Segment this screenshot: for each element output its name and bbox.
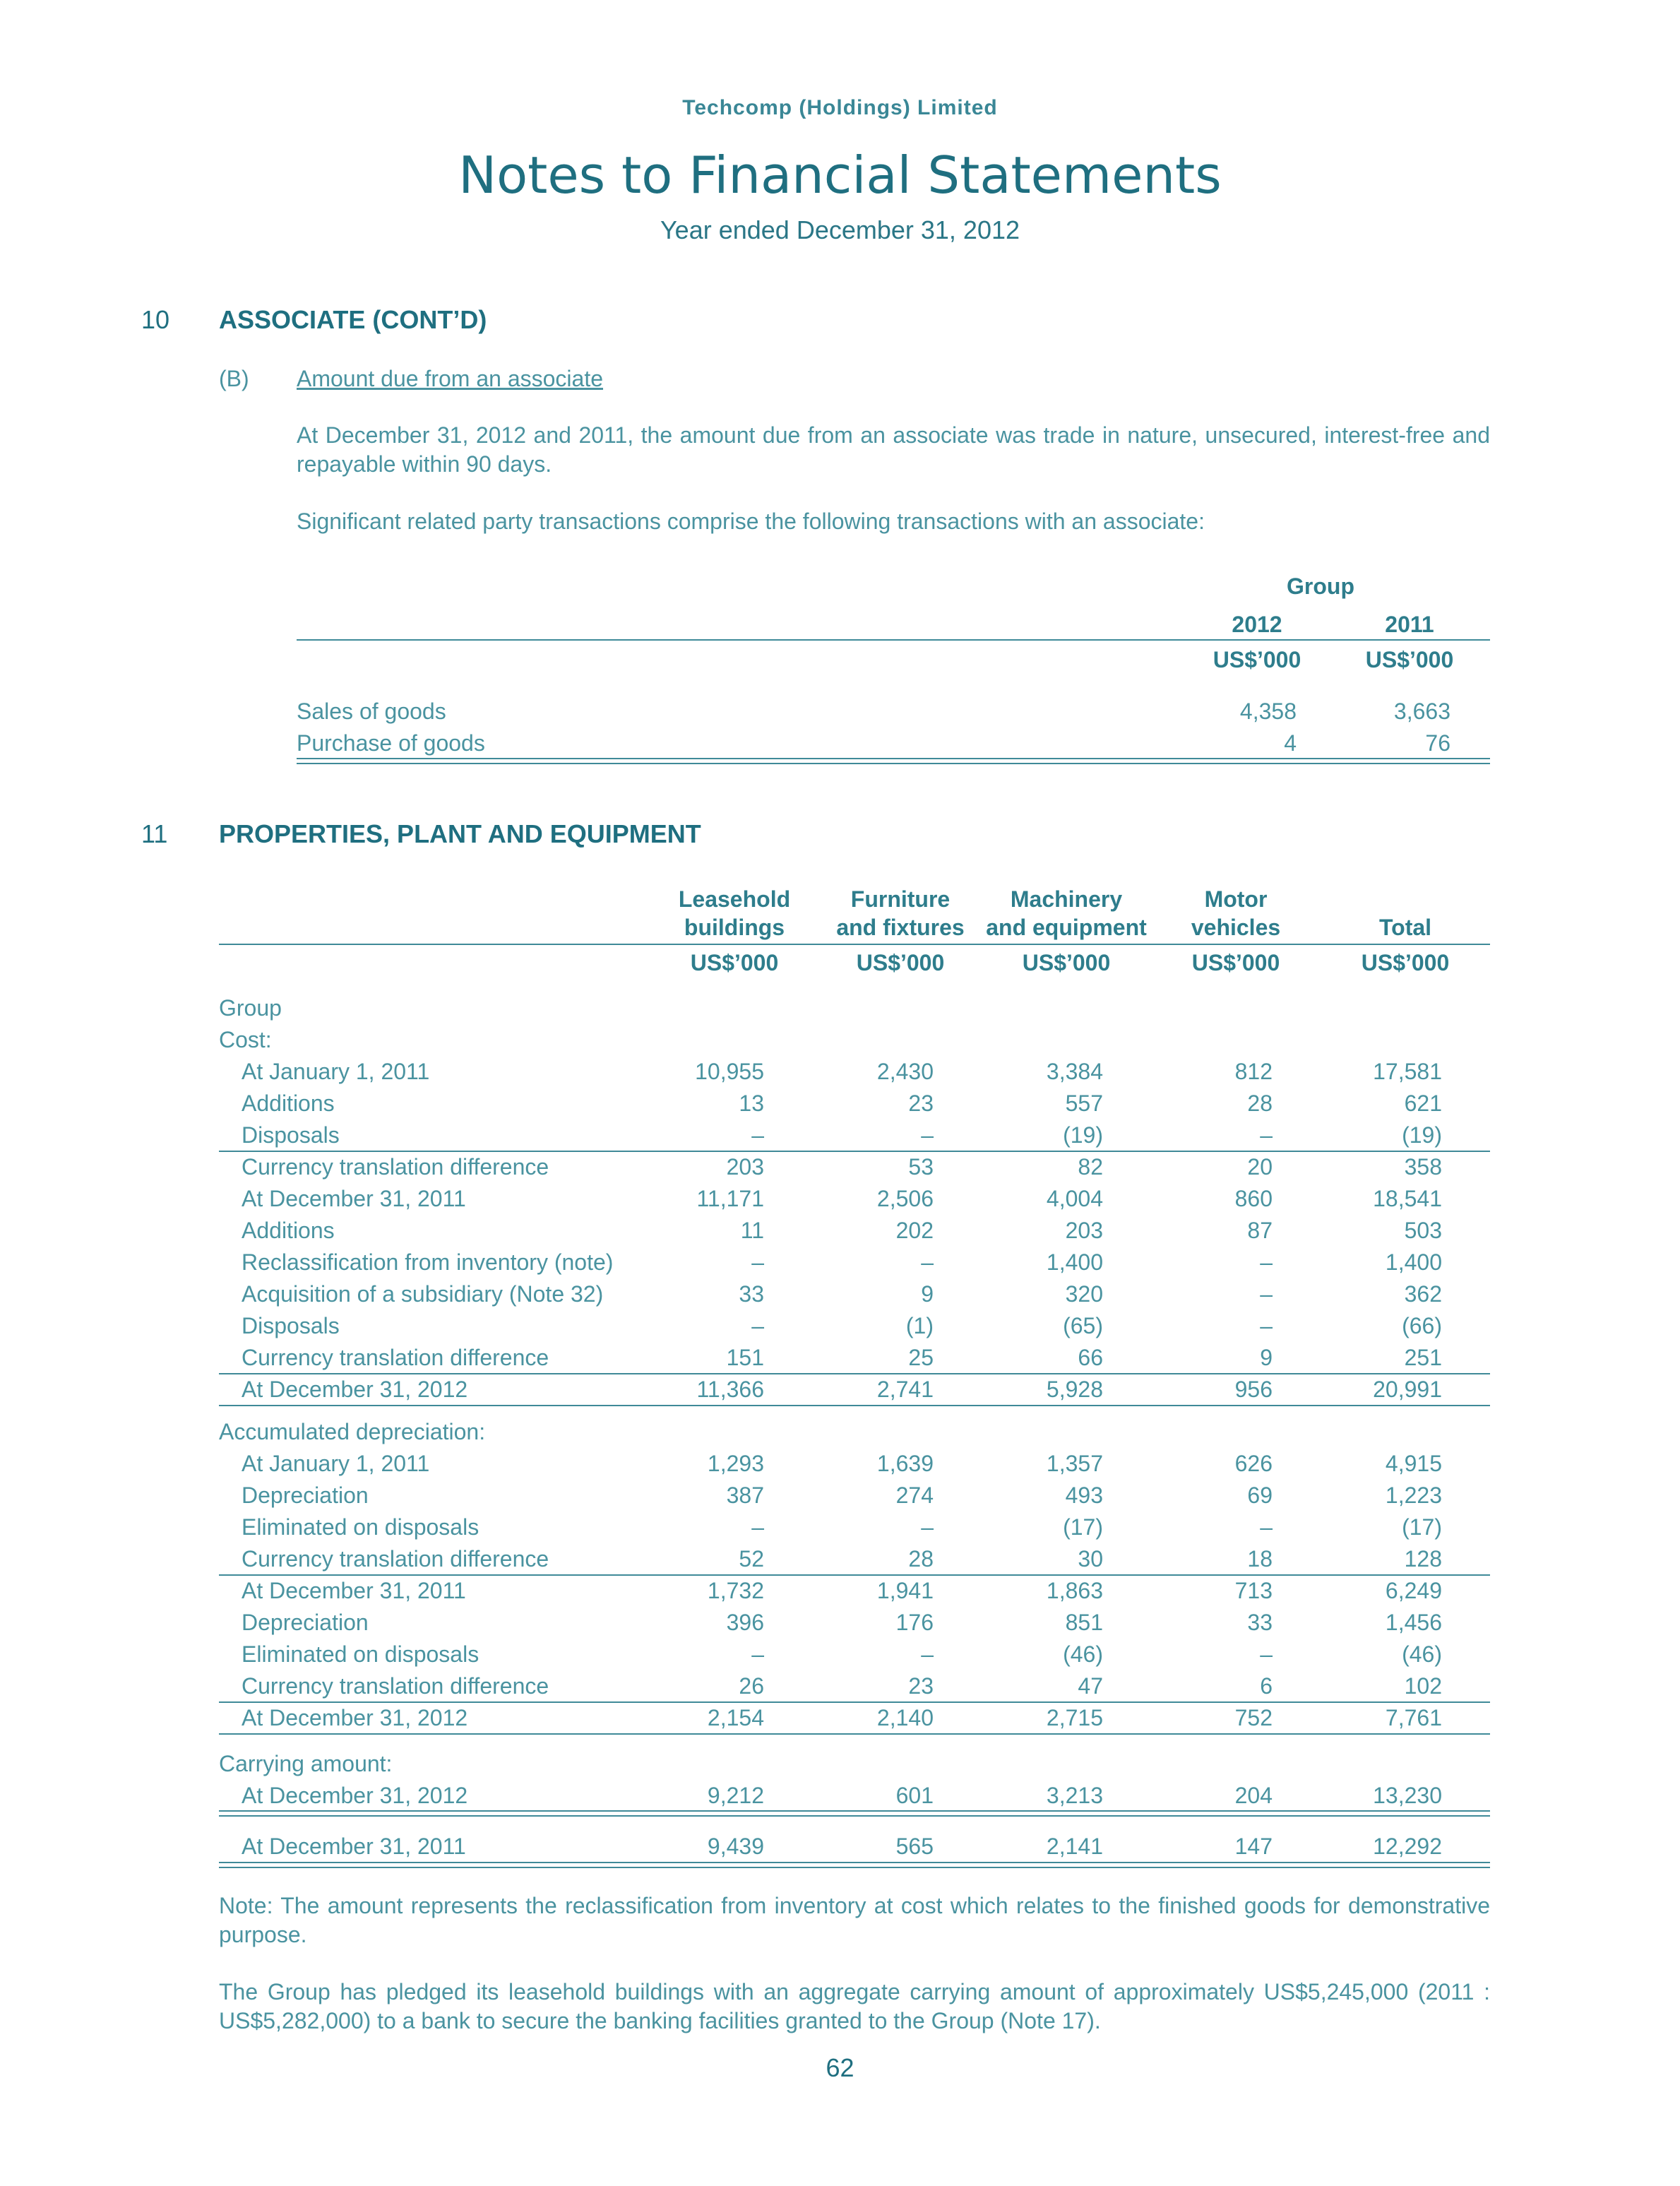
ppe-row-label: Carrying amount: xyxy=(219,1751,393,1776)
ppe-cell: 752 xyxy=(1234,1705,1273,1730)
ppe-cell: 52 xyxy=(739,1546,764,1572)
ppe-cell: 621 xyxy=(1404,1091,1442,1116)
ppe-cell: 33 xyxy=(1247,1610,1273,1635)
ppe-cell: 33 xyxy=(739,1281,764,1307)
double-rule xyxy=(219,1862,1490,1868)
ppe-cell: 203 xyxy=(1065,1218,1103,1243)
column-header-furniture xyxy=(816,885,985,941)
section-11-number: 11 xyxy=(141,819,168,848)
ppe-row-label: Disposals xyxy=(242,1313,340,1338)
page-subtitle: Year ended December 31, 2012 xyxy=(660,215,1020,244)
ppe-cell: 9 xyxy=(1260,1345,1273,1370)
ppe-cell: 20 xyxy=(1247,1154,1273,1180)
ppe-cell: 851 xyxy=(1065,1610,1103,1635)
ppe-cell: 2,141 xyxy=(1046,1834,1103,1859)
ppe-cell: 860 xyxy=(1234,1186,1273,1211)
column-header-line: Total xyxy=(1378,915,1432,940)
ppe-row-label: Currency translation difference xyxy=(242,1673,549,1699)
column-header-line: and equipment xyxy=(986,915,1147,940)
table-cell: 76 xyxy=(1425,730,1450,756)
ppe-cell: 82 xyxy=(1078,1154,1103,1180)
year-header-2011: 2011 xyxy=(1385,612,1434,637)
ppe-row-label: Currency translation difference xyxy=(242,1345,549,1370)
ppe-cell: 812 xyxy=(1234,1059,1273,1084)
unit-header: US$’000 xyxy=(1213,647,1301,672)
ppe-cell: – xyxy=(751,1313,764,1338)
ppe-cell: – xyxy=(1260,1313,1273,1338)
unit-header: US$’000 xyxy=(856,950,945,975)
ppe-cell: – xyxy=(1260,1122,1273,1148)
ppe-cell: 18 xyxy=(1247,1546,1273,1572)
ppe-cell: 53 xyxy=(908,1154,934,1180)
table-row-label: Sales of goods xyxy=(297,699,446,724)
ppe-cell: 12,292 xyxy=(1373,1834,1442,1859)
ppe-cell: (65) xyxy=(1063,1313,1103,1338)
ppe-cell: 47 xyxy=(1078,1673,1103,1699)
ppe-row-label: Eliminated on disposals xyxy=(242,1641,479,1667)
group-header: Group xyxy=(1287,574,1354,599)
ppe-cell: 203 xyxy=(726,1154,764,1180)
ppe-cell: 3,213 xyxy=(1046,1783,1103,1808)
ppe-cell: – xyxy=(751,1249,764,1275)
row-rule xyxy=(219,1373,1490,1374)
ppe-cell: 2,506 xyxy=(876,1186,934,1211)
ppe-row-label: At December 31, 2012 xyxy=(242,1783,468,1808)
ppe-cell: 2,140 xyxy=(876,1705,934,1730)
ppe-row-label: Additions xyxy=(242,1091,335,1116)
ppe-cell: 10,955 xyxy=(695,1059,764,1084)
ppe-cell: 713 xyxy=(1234,1578,1273,1603)
ppe-cell: 7,761 xyxy=(1385,1705,1442,1730)
ppe-cell: 69 xyxy=(1247,1483,1273,1508)
ppe-cell: 6,249 xyxy=(1385,1578,1442,1603)
ppe-cell: (1) xyxy=(905,1313,934,1338)
ppe-cell: 396 xyxy=(726,1610,764,1635)
ppe-cell: 4,915 xyxy=(1385,1451,1442,1476)
ppe-cell: 30 xyxy=(1078,1546,1103,1572)
pledge-paragraph: The Group has pledged its leasehold buildings with an aggregate carrying amount of approximately US$5,245,000 (2011 : US$5,282,000) to a bank to secure the banking facilities granted to the Group (Note 17). xyxy=(219,1979,1490,2033)
column-header-total xyxy=(1321,885,1490,941)
ppe-row-label: Reclassification from inventory (note) xyxy=(242,1249,614,1275)
row-rule xyxy=(219,1405,1490,1406)
ppe-cell: 11,171 xyxy=(696,1186,764,1211)
column-header-line: Machinery xyxy=(1010,886,1123,912)
column-header-line: vehicles xyxy=(1191,915,1281,940)
column-header-machinery xyxy=(975,885,1158,941)
ppe-cell: 274 xyxy=(895,1483,934,1508)
column-header-line: Leasehold xyxy=(678,886,791,912)
ppe-cell: 387 xyxy=(726,1483,764,1508)
ppe-cell: 128 xyxy=(1404,1546,1442,1572)
ppe-cell: – xyxy=(921,1249,934,1275)
ppe-cell: 2,741 xyxy=(876,1377,934,1402)
unit-header: US$’000 xyxy=(1022,950,1111,975)
row-rule xyxy=(219,1151,1490,1152)
ppe-cell: 13,230 xyxy=(1373,1783,1442,1808)
ppe-cell: 20,991 xyxy=(1373,1377,1442,1402)
ppe-row-label: At December 31, 2011 xyxy=(242,1186,466,1211)
ppe-cell: – xyxy=(751,1514,764,1540)
ppe-cell: 9,439 xyxy=(707,1834,764,1859)
ppe-cell: 176 xyxy=(895,1610,934,1635)
ppe-cell: 18,541 xyxy=(1373,1186,1442,1211)
ppe-row-label: Currency translation difference xyxy=(242,1154,549,1180)
ppe-row-label: At December 31, 2012 xyxy=(242,1377,468,1402)
ppe-cell: 1,293 xyxy=(707,1451,764,1476)
unit-header: US$’000 xyxy=(1365,647,1454,672)
column-header-line: Furniture xyxy=(850,886,951,912)
ppe-cell: 362 xyxy=(1404,1281,1442,1307)
ppe-cell: 251 xyxy=(1404,1345,1442,1370)
column-header-line xyxy=(1321,885,1490,913)
ppe-row-label: At January 1, 2011 xyxy=(242,1451,430,1476)
ppe-cell: 4,004 xyxy=(1046,1186,1103,1211)
ppe-cell: – xyxy=(751,1641,764,1667)
double-rule xyxy=(219,1810,1490,1817)
ppe-cell: (46) xyxy=(1063,1641,1103,1667)
ppe-cell: 2,715 xyxy=(1046,1705,1103,1730)
ppe-cell: 5,928 xyxy=(1046,1377,1103,1402)
ppe-row-label: Depreciation xyxy=(242,1610,369,1635)
year-header-2012: 2012 xyxy=(1232,612,1282,637)
table-cell: 4 xyxy=(1284,730,1297,756)
ppe-cell: 601 xyxy=(895,1783,934,1808)
ppe-cell: 1,400 xyxy=(1385,1249,1442,1275)
ppe-cell: 66 xyxy=(1078,1345,1103,1370)
unit-header: US$’000 xyxy=(1361,950,1450,975)
ppe-cell: 9 xyxy=(921,1281,934,1307)
related-party-paragraph: Significant related party transactions comprise the following transactions with an associate: xyxy=(297,509,1205,534)
ppe-cell: 23 xyxy=(908,1673,934,1699)
ppe-row-label: At December 31, 2012 xyxy=(242,1705,468,1730)
subsection-title: Amount due from an associate xyxy=(297,366,604,391)
associate-paragraph: At December 31, 2012 and 2011, the amount due from an associate was trade in nature, unsecured, interest-free and repayable within 90 days. xyxy=(297,422,1490,477)
ppe-cell: 626 xyxy=(1234,1451,1273,1476)
ppe-cell: 1,941 xyxy=(876,1578,934,1603)
ppe-cell: (19) xyxy=(1402,1122,1442,1148)
company-name: Techcomp (Holdings) Limited xyxy=(682,96,998,119)
table-rule xyxy=(297,639,1490,641)
ppe-cell: 151 xyxy=(726,1345,764,1370)
row-rule xyxy=(219,1701,1490,1703)
unit-header: US$’000 xyxy=(690,950,779,975)
ppe-cell: 23 xyxy=(908,1091,934,1116)
unit-header: US$’000 xyxy=(1191,950,1280,975)
ppe-row-label: Depreciation xyxy=(242,1483,369,1508)
ppe-cell: 1,732 xyxy=(707,1578,764,1603)
column-header-leasehold xyxy=(650,885,819,941)
column-header-line: Motor xyxy=(1204,886,1268,912)
ppe-row-label: Cost: xyxy=(219,1027,272,1052)
ppe-row-label: Additions xyxy=(242,1218,335,1243)
ppe-cell: – xyxy=(1260,1249,1273,1275)
column-header-line: buildings xyxy=(684,915,785,940)
ppe-cell: 1,223 xyxy=(1385,1483,1442,1508)
ppe-cell: (17) xyxy=(1063,1514,1103,1540)
ppe-cell: (17) xyxy=(1402,1514,1442,1540)
row-rule xyxy=(219,1574,1490,1576)
subsection-label: (B) xyxy=(219,366,249,391)
section-10-title: ASSOCIATE (CONT’D) xyxy=(219,305,487,334)
ppe-row-label: Acquisition of a subsidiary (Note 32) xyxy=(242,1281,604,1307)
ppe-cell: (66) xyxy=(1402,1313,1442,1338)
table-cell: 3,663 xyxy=(1393,699,1450,724)
ppe-cell: 358 xyxy=(1404,1154,1442,1180)
ppe-cell: 11,366 xyxy=(696,1377,764,1402)
ppe-cell: 3,384 xyxy=(1046,1059,1103,1084)
ppe-cell: 202 xyxy=(895,1218,934,1243)
table-cell: 4,358 xyxy=(1239,699,1297,724)
ppe-cell: 102 xyxy=(1404,1673,1442,1699)
page-number: 62 xyxy=(826,2053,854,2082)
table-row-label: Purchase of goods xyxy=(297,730,485,756)
ppe-cell: 565 xyxy=(895,1834,934,1859)
ppe-row-label: Disposals xyxy=(242,1122,340,1148)
ppe-cell: 493 xyxy=(1065,1483,1103,1508)
page-title: Notes to Financial Statements xyxy=(458,145,1222,205)
double-rule xyxy=(297,758,1490,764)
ppe-row-label: Accumulated depreciation: xyxy=(219,1419,486,1444)
ppe-cell: 2,430 xyxy=(876,1059,934,1084)
ppe-row-label: At December 31, 2011 xyxy=(242,1578,466,1603)
ppe-cell: 13 xyxy=(739,1091,764,1116)
ppe-cell: – xyxy=(921,1514,934,1540)
ppe-cell: – xyxy=(1260,1281,1273,1307)
ppe-row-label: At January 1, 2011 xyxy=(242,1059,430,1084)
ppe-cell: 147 xyxy=(1234,1834,1273,1859)
reclassification-note: Note: The amount represents the reclassification from inventory at cost which relates to the finished goods for demonstrative purpose. xyxy=(219,1893,1490,1947)
ppe-cell: 204 xyxy=(1234,1783,1273,1808)
ppe-cell: (19) xyxy=(1063,1122,1103,1148)
ppe-cell: 25 xyxy=(908,1345,934,1370)
ppe-cell: 320 xyxy=(1065,1281,1103,1307)
ppe-cell: 28 xyxy=(1247,1091,1273,1116)
ppe-cell: – xyxy=(751,1122,764,1148)
ppe-cell: 87 xyxy=(1247,1218,1273,1243)
column-header-motor xyxy=(1151,885,1321,941)
ppe-row-label: Group xyxy=(219,995,282,1021)
ppe-cell: 28 xyxy=(908,1546,934,1572)
row-rule xyxy=(219,1733,1490,1735)
ppe-cell: (46) xyxy=(1402,1641,1442,1667)
ppe-row-label: At December 31, 2011 xyxy=(242,1834,466,1859)
column-header-line: and fixtures xyxy=(836,915,965,940)
ppe-cell: 11 xyxy=(740,1218,764,1243)
ppe-cell: 26 xyxy=(739,1673,764,1699)
ppe-cell: 1,400 xyxy=(1046,1249,1103,1275)
ppe-cell: 1,639 xyxy=(876,1451,934,1476)
ppe-cell: 2,154 xyxy=(707,1705,764,1730)
ppe-cell: – xyxy=(1260,1641,1273,1667)
section-10-number: 10 xyxy=(141,305,170,334)
section-11-title: PROPERTIES, PLANT AND EQUIPMENT xyxy=(219,819,701,848)
ppe-cell: 557 xyxy=(1065,1091,1103,1116)
ppe-cell: – xyxy=(1260,1514,1273,1540)
ppe-cell: 1,456 xyxy=(1385,1610,1442,1635)
ppe-cell: 9,212 xyxy=(707,1783,764,1808)
ppe-cell: 6 xyxy=(1260,1673,1273,1699)
ppe-cell: 1,863 xyxy=(1046,1578,1103,1603)
ppe-cell: 956 xyxy=(1234,1377,1273,1402)
ppe-cell: 1,357 xyxy=(1046,1451,1103,1476)
ppe-row-label: Currency translation difference xyxy=(242,1546,549,1572)
ppe-cell: – xyxy=(921,1122,934,1148)
ppe-row-label: Eliminated on disposals xyxy=(242,1514,479,1540)
ppe-cell: 503 xyxy=(1404,1218,1442,1243)
ppe-cell: – xyxy=(921,1641,934,1667)
ppe-cell: 17,581 xyxy=(1373,1059,1442,1084)
header-rule xyxy=(219,944,1490,945)
